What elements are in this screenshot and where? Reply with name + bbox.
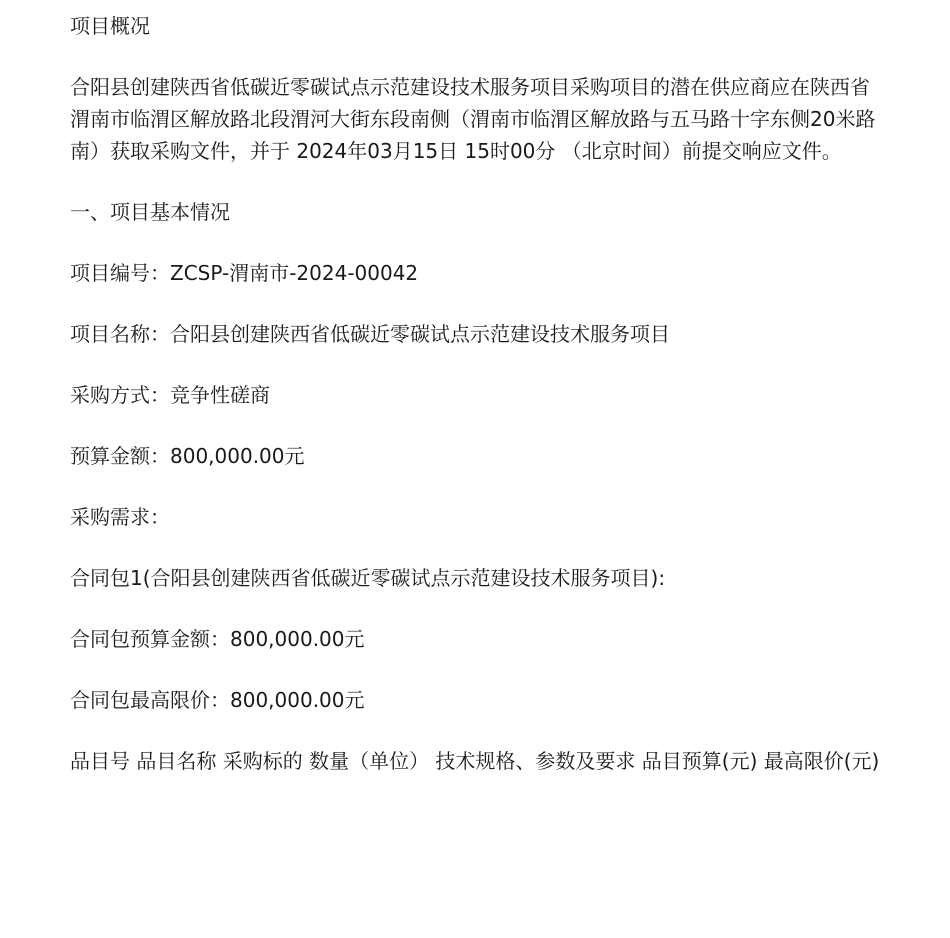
document-body	[70, 10, 882, 806]
package-budget: 合同包预算金额：800,000.00元	[70, 627, 365, 651]
contract-package: 合同包1(合阳县创建陕西省低碳近零碳试点示范建设技术服务项目):	[70, 566, 666, 590]
overview-paragraph: 合阳县创建陕西省低碳近零碳试点示范建设技术服务项目采购项目的潜在供应商应在陕西省渭南市临渭区解放路北段渭河大街东段南侧（渭南市临渭区解放路与五马路十字东侧20米路南）获取采购文件，并于 2024年03月15日 15时00分 （北京时间）前提交响应文件。	[70, 75, 876, 163]
budget-amount: 预算金额：800,000.00元	[70, 444, 305, 468]
package-max-price: 合同包最高限价：800,000.00元	[70, 688, 365, 712]
heading-basic-info: 一、项目基本情况	[70, 200, 230, 224]
table-header-text: 品目号 品目名称 采购标的 数量（单位） 技术规格、参数及要求 品目预算(元) 最高限价(元)	[70, 749, 880, 773]
project-name: 项目名称：合阳县创建陕西省低碳近零碳试点示范建设技术服务项目	[70, 322, 670, 346]
procurement-method: 采购方式：竞争性磋商	[70, 383, 270, 407]
procurement-requirements: 采购需求：	[70, 505, 170, 529]
section-title: 项目概况	[70, 14, 150, 38]
project-number: 项目编号：ZCSP-渭南市-2024-00042	[70, 261, 419, 285]
